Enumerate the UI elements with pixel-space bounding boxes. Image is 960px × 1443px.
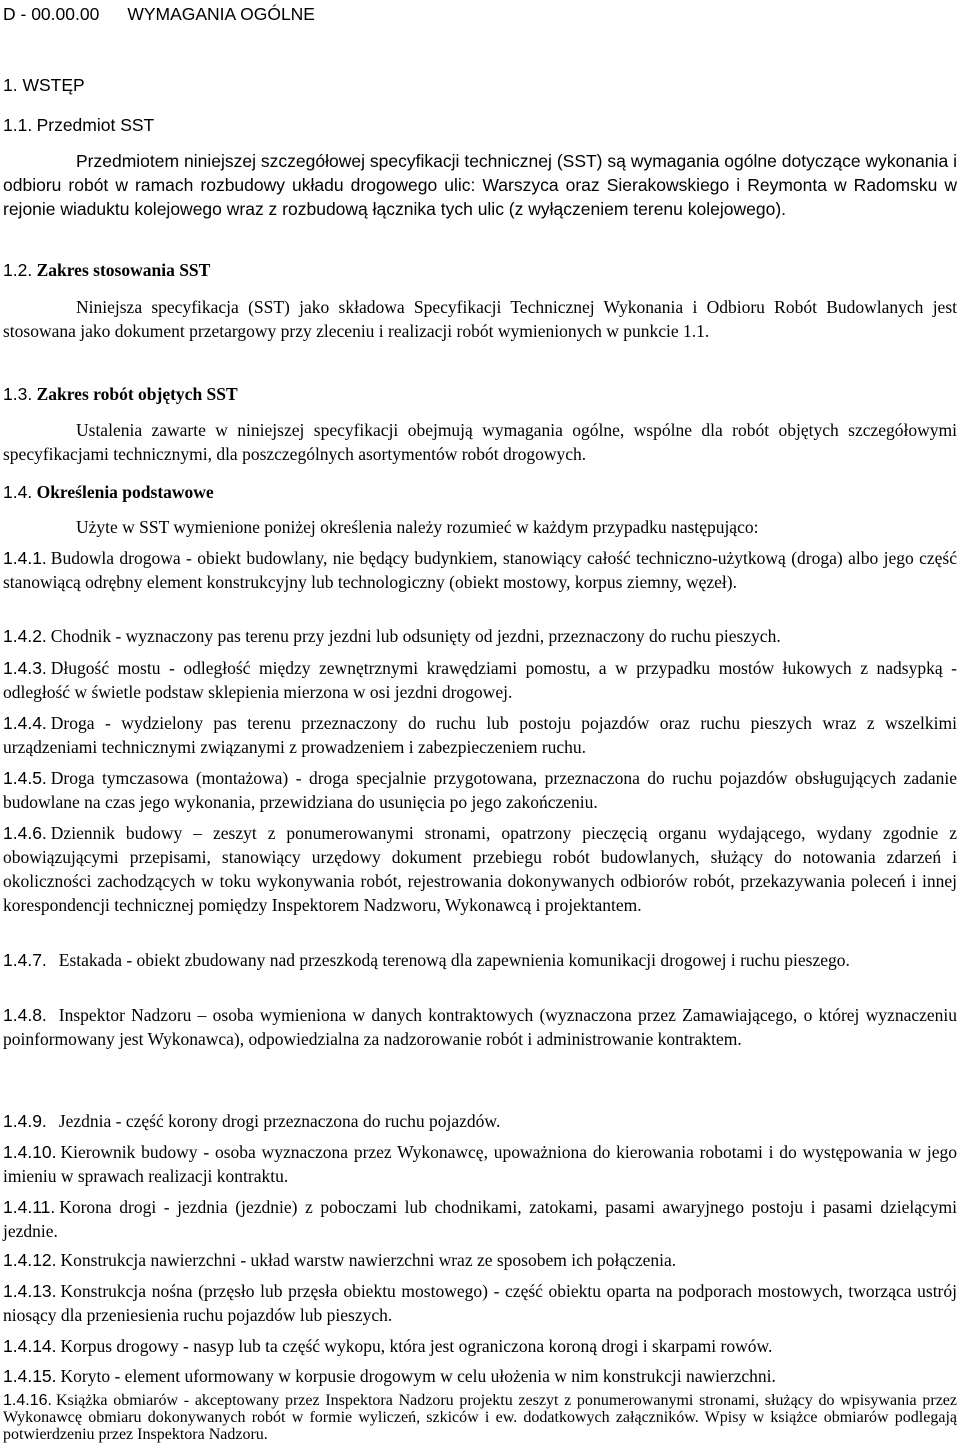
item-num: 1.4.16.: [3, 1392, 52, 1409]
definition-item: [3, 1109, 957, 1133]
item-num: 1.4.10.: [3, 1142, 57, 1162]
item-num: 1.4.13.: [3, 1281, 57, 1301]
item-text: Konstrukcja nawierzchni - układ warstw nawierzchni wraz ze sposobem ich połączenia.: [60, 1250, 677, 1270]
definition-item: [3, 1279, 957, 1327]
item-num: 1.4.7.: [3, 950, 47, 970]
item-num: 1.4.12.: [3, 1250, 57, 1270]
item-num: 1.4.5.: [3, 768, 47, 788]
item-num: 1.4.1.: [3, 548, 47, 568]
paragraph-1-1: Przedmiotem niniejszej szczegółowej specyfikacji technicznej (SST) są wymagania ogólne dotyczące wykonania i odbioru robót w ramach rozbudowy układu drogowego ulic: Warszyca oraz Sierakowskiego i Reymonta w Radomsku w rejonie wiaduktu kolejowego wraz z rozbudową łącznika tych ulic (z wyłączeniem terenu kolejowego).: [3, 151, 957, 219]
heading-num: 1.2.: [3, 260, 33, 280]
definition-item: [3, 624, 957, 648]
heading-text: Określenia podstawowe: [36, 482, 214, 502]
heading-text: Przedmiot SST: [36, 115, 155, 135]
definition-item: [3, 711, 957, 759]
item-text: Kierownik budowy - osoba wyznaczona przez Wykonawcę, upoważniona do kierowania robotami i do występowania w jego imieniu w sprawach realizacji kontraktu.: [3, 1142, 957, 1186]
heading-1-2: [3, 258, 957, 282]
definition-item: [3, 821, 957, 917]
heading-num: 1.1.: [3, 115, 33, 135]
item-num: 1.4.14.: [3, 1336, 57, 1356]
item-text: Droga tymczasowa (montażowa) - droga specjalnie przygotowana, przeznaczona do ruchu pojazdów obsługujących zadanie budowlane na czas jego wykonania, przewidziana do usunięcia po jego zakończeniu.: [3, 768, 957, 812]
item-text: Budowla drogowa - obiekt budowlany, nie będący budynkiem, stanowiący całość techniczno-użytkową (droga) albo jego część stanowiącą odrębny element konstrukcyjny lub technologiczny (obiekt mostowy, korpus ziemny, węzeł).: [3, 548, 957, 592]
item-num: 1.4.15.: [3, 1366, 57, 1386]
definition-item: [3, 1364, 957, 1388]
heading-text: Zakres robót objętych SST: [36, 384, 238, 404]
item-text: Książka obmiarów - akceptowany przez Inspektora Nadzoru projektu zeszyt z ponumerowanymi stronami, służący do wpisywania przez Wykonawcę obmiaru dokonywanych robót w formie wyliczeń, szkiców i ew. dodatkowych załączników. Wpisy w książce obmiarów podlegają potwierdzeniu przez Inspektora Nadzoru.: [3, 1392, 957, 1443]
item-num: 1.4.6.: [3, 823, 47, 843]
paragraph-1-4-intro: Użyte w SST wymienione poniżej określenia należy rozumieć w każdym przypadku następująco:: [76, 517, 759, 537]
item-num: 1.4.4.: [3, 713, 47, 733]
item-num: 1.4.3.: [3, 658, 47, 678]
heading-num: 1.4.: [3, 482, 33, 502]
paragraph-1-2: Niniejsza specyfikacja (SST) jako składowa Specyfikacji Technicznej Wykonania i Odbioru Robót Budowlanych jest stosowana jako dokument przetargowy przy zleceniu i realizacji robót wymienionych w punkcie 1.1.: [3, 297, 957, 341]
definition-item: [3, 1003, 957, 1051]
item-text: Estakada - obiekt zbudowany nad przeszkodą terenową dla zapewnienia komunikacji drogowej i ruchu pieszego.: [58, 950, 850, 970]
heading-text: Zakres stosowania SST: [36, 260, 211, 280]
definition-item: [3, 1140, 957, 1188]
definition-item: [3, 1248, 957, 1272]
paragraph-1-3: Ustalenia zawarte w niniejszej specyfikacji obejmują wymagania ogólne, wspólne dla robót objętych szczegółowymi specyfikacjami technicznymi, dla poszczególnych asortymentów robót drogowych.: [3, 420, 957, 464]
item-text: Korpus drogowy - nasyp lub ta część wykopu, która jest ograniczona koroną drogi i skarpami rowów.: [60, 1336, 773, 1356]
item-text: Dziennik budowy – zeszyt z ponumerowanymi stronami, opatrzony pieczęcią organu wydającego, wydany zgodnie z obowiązującymi przepisami, stanowiący urzędowy dokument przebiegu robót budowlanych, służący do notowania zdarzeń i okoliczności zachodzących w toku wykonywania robót, rejestrowania dokonywanych odbiorów robót, przekazywania poleceń i innej korespondencji technicznej pomiędzy Inspektorem Nadzworu, Wykonawcą i projektantem.: [3, 823, 957, 915]
item-num: 1.4.9.: [3, 1111, 47, 1131]
spec-title: WYMAGANIA OGÓLNE: [127, 4, 315, 24]
definition-item: [3, 766, 957, 814]
item-text: Koryto - element uformowany w korpusie drogowym w celu ułożenia w nim konstrukcji nawierzchni.: [60, 1366, 776, 1386]
heading-num: 1.3.: [3, 384, 33, 404]
definition-item: [3, 1334, 957, 1358]
item-text: Inspektor Nadzoru – osoba wymieniona w danych kontraktowych (wyznaczona przez Zamawiającego, o której wyznaczeniu poinformowany jest Wykonawca), odpowiedzialna za nadzorowanie robót i administrowanie kontraktem.: [3, 1005, 957, 1049]
definition-item: [3, 1392, 957, 1443]
definition-item: [3, 546, 957, 594]
definition-item: [3, 1195, 957, 1243]
item-num: 1.4.11.: [3, 1197, 56, 1217]
item-num: 1.4.8.: [3, 1005, 47, 1025]
item-text: Długość mostu - odległość między zewnętrznymi krawędziami pomostu, a w przypadku mostów łukowych z nadsypką - odległość w świetle podstaw sklepienia mierzona w osi jezdni drogowej.: [3, 658, 957, 702]
heading-1-1: [3, 113, 957, 137]
item-text: Korona drogi - jezdnia (jezdnie) z poboczami lub chodnikami, zatokami, pasami awaryjnego postoju i pasami dzielącymi jezdnie.: [3, 1197, 957, 1241]
definition-item: [3, 656, 957, 704]
heading-1-4: [3, 480, 957, 504]
heading-1-3: [3, 382, 957, 406]
item-text: Chodnik - wyznaczony pas terenu przy jezdni lub odsunięty od jezdni, przeznaczony do ruchu pieszych.: [50, 626, 781, 646]
item-text: Jezdnia - część korony drogi przeznaczona do ruchu pojazdów.: [58, 1111, 501, 1131]
definition-item: [3, 948, 957, 972]
item-text: Droga - wydzielony pas terenu przeznaczony do ruchu lub postoju pojazdów oraz ruchu pieszych wraz z wszelkimi urządzeniami technicznymi związanymi z prowadzeniem i zabezpieczeniem ruchu.: [3, 713, 957, 757]
document-header: [3, 2, 957, 26]
item-num: 1.4.2.: [3, 626, 47, 646]
item-text: Konstrukcja nośna (przęsło lub przęsła obiektu mostowego) - część obiektu oparta na podporach mostowych, tworząca ustrój niosący dla przeniesienia ruchu pojazdów lub pieszych.: [3, 1281, 957, 1325]
spec-code: D - 00.00.00: [3, 4, 100, 24]
section-heading-wstep: 1. WSTĘP: [3, 75, 85, 95]
